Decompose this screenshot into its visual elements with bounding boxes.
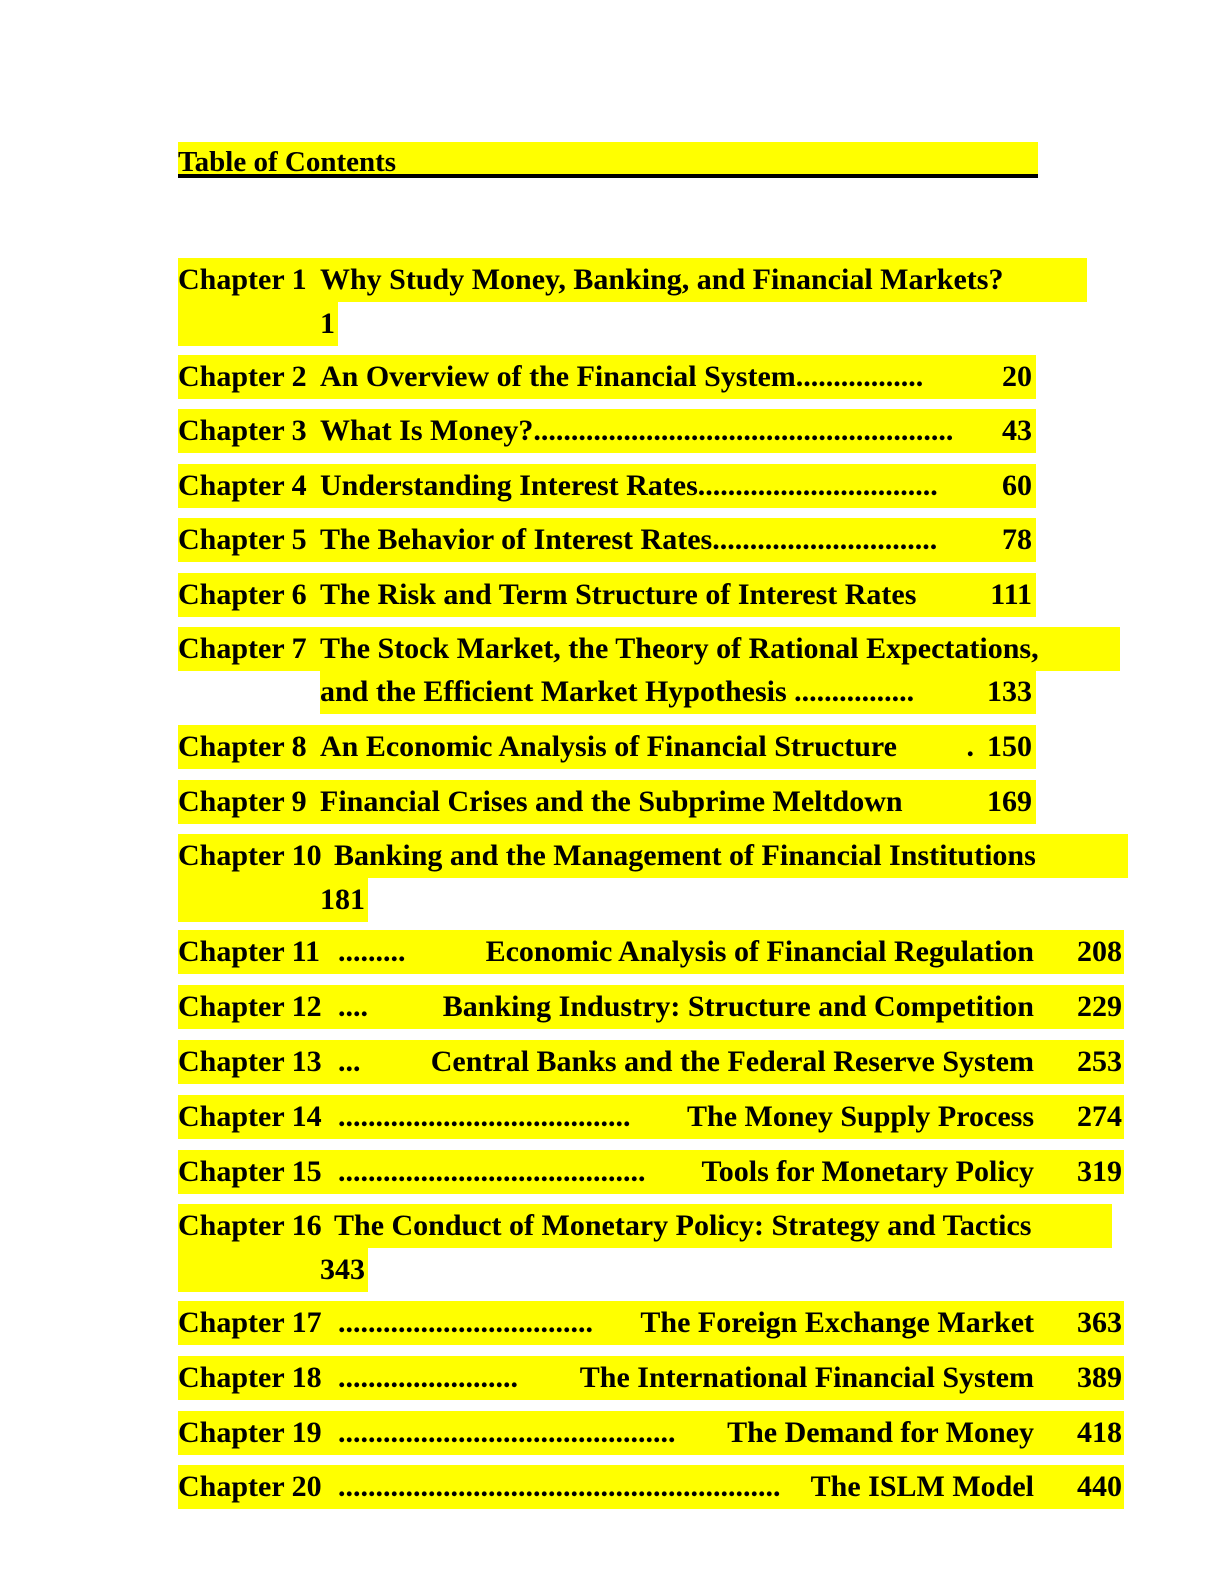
page-number: 133 (983, 670, 1032, 714)
chapter-title: Banking Industry: Structure and Competition (442, 990, 1034, 1023)
chapter-title-line2: and the Efficient Market Hypothesis (320, 675, 787, 708)
chapter-title: The ISLM Model (809, 1465, 1034, 1509)
chapter-title: The Behavior of Interest Rates (320, 523, 713, 556)
page-number: 181 (320, 883, 365, 916)
page-number: 150 (987, 730, 1032, 763)
page-number: 60 (998, 464, 1032, 508)
chapter-label: Chapter 18 (178, 1361, 322, 1394)
chapter-label: Chapter 4 (178, 469, 307, 502)
dot-leader: ................. (795, 360, 924, 393)
dot-leader: ... (338, 1045, 361, 1078)
chapter-title: The International Financial System (578, 1356, 1034, 1400)
chapter-label: Chapter 9 (178, 785, 307, 818)
chapter-title: Central Banks and the Federal Reserve System (430, 1045, 1034, 1078)
chapter-title: An Economic Analysis of Financial Structure (320, 730, 897, 763)
chapter-label: Chapter 14 (178, 1100, 322, 1133)
page-number: 111 (990, 578, 1032, 611)
chapter-label: Chapter 3 (178, 414, 307, 447)
dot-leader: .... (338, 990, 368, 1023)
chapter-title: Tools for Monetary Policy (700, 1150, 1034, 1194)
page-number: 253 (1077, 1045, 1122, 1078)
chapter-label: Chapter 5 (178, 523, 307, 556)
page-number: 343 (320, 1253, 365, 1286)
chapter-title: What Is Money? (320, 414, 534, 447)
chapter-label: Chapter 15 (178, 1155, 322, 1188)
dot-leader: ................ (794, 675, 915, 708)
chapter-label: Chapter 20 (178, 1470, 322, 1503)
chapter-title: Economic Analysis of Financial Regulation (485, 935, 1034, 968)
dot-leader: .................................. (338, 1306, 593, 1339)
page-number: 43 (998, 409, 1032, 453)
dot-leader: . (966, 730, 974, 763)
page-number: 274 (1077, 1100, 1122, 1133)
page-number: 78 (998, 518, 1032, 562)
chapter-title: The Stock Market, the Theory of Rational Expectations, (320, 632, 1039, 665)
chapter-title: The Foreign Exchange Market (638, 1301, 1034, 1345)
page-number: 1 (320, 307, 335, 340)
page-number: 169 (987, 785, 1032, 818)
page-number: 418 (1077, 1416, 1122, 1449)
dot-leader: ....................................... (338, 1100, 631, 1133)
dot-leader: ........................ (338, 1361, 518, 1394)
chapter-label: Chapter 11 (178, 935, 320, 968)
page-number: 389 (1077, 1361, 1122, 1394)
dot-leader: ......................................... (338, 1155, 646, 1188)
dot-leader: ........................................................ (533, 414, 954, 447)
chapter-label: Chapter 16 (178, 1209, 322, 1242)
dot-leader: .............................. (712, 523, 938, 556)
chapter-title: The Conduct of Monetary Policy: Strategy and Tactics (334, 1209, 1032, 1242)
page-number: 440 (1077, 1470, 1122, 1503)
chapter-label: Chapter 7 (178, 632, 307, 665)
chapter-label: Chapter 2 (178, 360, 307, 393)
page-number: 363 (1077, 1306, 1122, 1339)
dot-leader: ........................................................... (338, 1470, 781, 1503)
chapter-title: Financial Crises and the Subprime Meltdown (320, 785, 903, 818)
dot-leader: ................................ (697, 469, 938, 502)
chapter-title: The Demand for Money (725, 1411, 1034, 1455)
chapter-title: Banking and the Management of Financial Institutions (334, 839, 1036, 872)
chapter-label: Chapter 19 (178, 1416, 322, 1449)
chapter-title: An Overview of the Financial System (320, 360, 796, 393)
chapter-title: Understanding Interest Rates (320, 469, 698, 502)
chapter-title: The Money Supply Process (685, 1095, 1034, 1139)
chapter-label: Chapter 1 (178, 263, 307, 296)
toc-heading: Table of Contents (178, 142, 1038, 178)
chapter-label: Chapter 6 (178, 578, 307, 611)
page-number: 208 (1077, 935, 1122, 968)
dot-leader: ......... (338, 935, 406, 968)
chapter-label: Chapter 10 (178, 839, 322, 872)
chapter-label: Chapter 17 (178, 1306, 322, 1339)
chapter-title: Why Study Money, Banking, and Financial Markets? (320, 263, 1004, 296)
chapter-label: Chapter 13 (178, 1045, 322, 1078)
page-number: 20 (1002, 360, 1032, 393)
dot-leader: ............................................. (338, 1416, 676, 1449)
page-number: 319 (1077, 1155, 1122, 1188)
page-number: 229 (1077, 990, 1122, 1023)
chapter-label: Chapter 12 (178, 990, 322, 1023)
chapter-title: The Risk and Term Structure of Interest Rates (320, 578, 917, 611)
chapter-label: Chapter 8 (178, 730, 307, 763)
